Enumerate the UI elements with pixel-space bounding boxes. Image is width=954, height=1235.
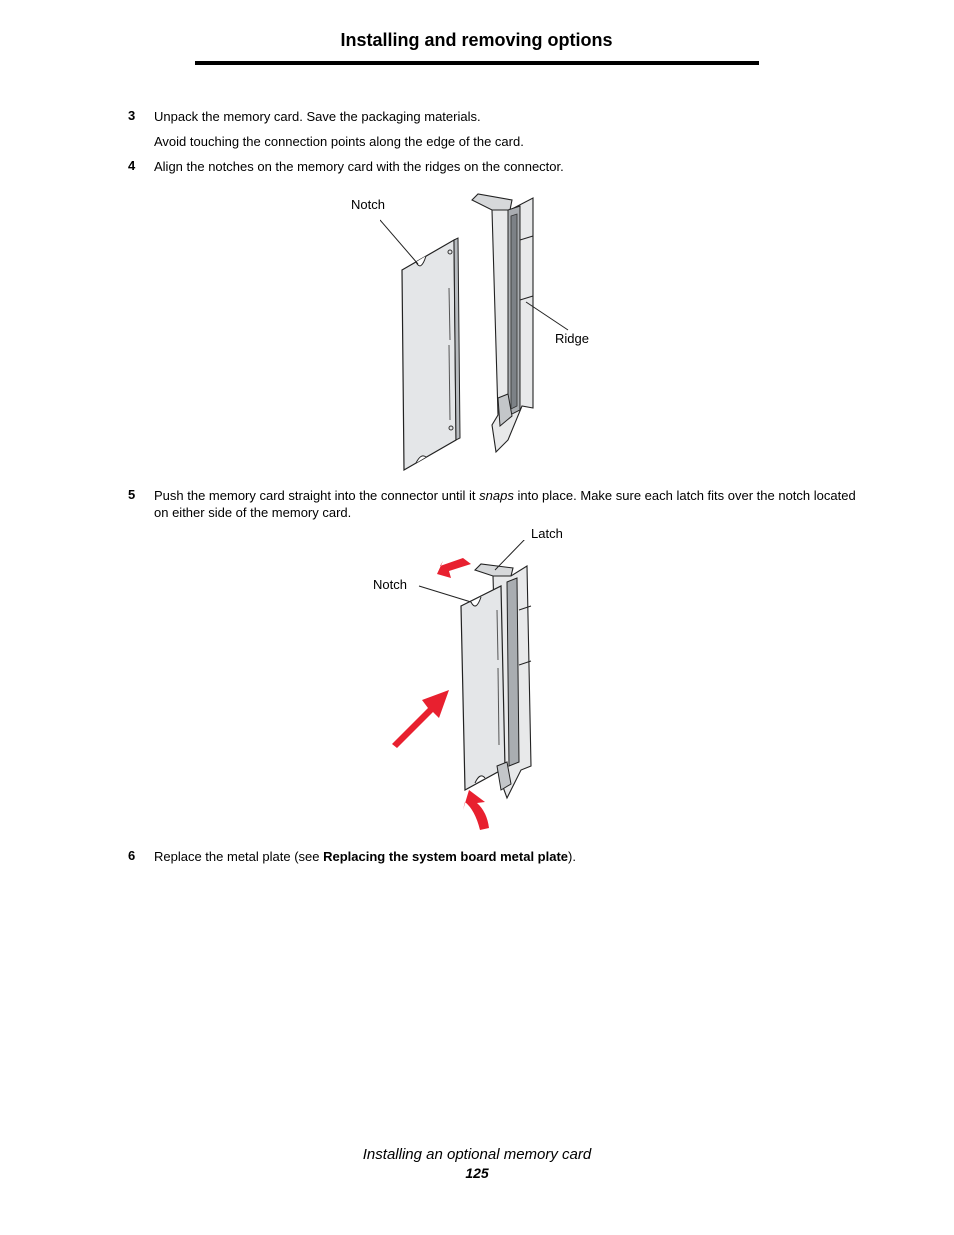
step-6-crossref-link[interactable]: Replacing the system board metal plate [323,849,569,864]
figure2-latch-label: Latch [531,526,563,541]
latch-arrow-upper-icon [437,558,471,578]
footer-page-number: 125 [465,1165,489,1181]
figure1-notch-label: Notch [351,197,385,212]
step-6-text [154,848,576,865]
footer-section-title: Installing an optional memory card [362,1146,592,1163]
step-4-number: 4 [128,158,136,173]
latch-arrow-lower-icon [463,790,489,830]
step-4-text: Align the notches on the memory card with the ridges on the connector. [154,159,564,174]
figure-align-notches [380,180,610,480]
figure1-ridge-label: Ridge [555,331,589,346]
step-6-text-after: ). [568,849,576,864]
step-5-number: 5 [128,487,136,502]
step-5-text-before: Push the memory card straight into the connector until it [154,488,480,503]
page-header-title: Installing and removing options [340,30,613,50]
header-rule [195,61,759,65]
step-5-text [154,487,864,521]
step-3-note: Avoid touching the connection points along the edge of the card. [154,134,524,149]
figure-push-card [385,540,585,840]
figure2-notch-label: Notch [373,577,407,592]
step-6-text-before: Replace the metal plate (see [154,849,324,864]
step-5-text-after: into place. Make sure each latch fits over the notch located on either side of the memory card. [154,488,856,520]
step-3-number: 3 [128,108,136,123]
step-5-text-emphasis: snaps [479,488,514,503]
step-6-number: 6 [128,848,136,863]
step-3-text: Unpack the memory card. Save the packaging materials. [154,109,481,124]
memory-card-connector-illustration [380,180,610,480]
memory-card-insert-illustration [385,540,585,840]
push-arrow-icon [392,690,449,748]
